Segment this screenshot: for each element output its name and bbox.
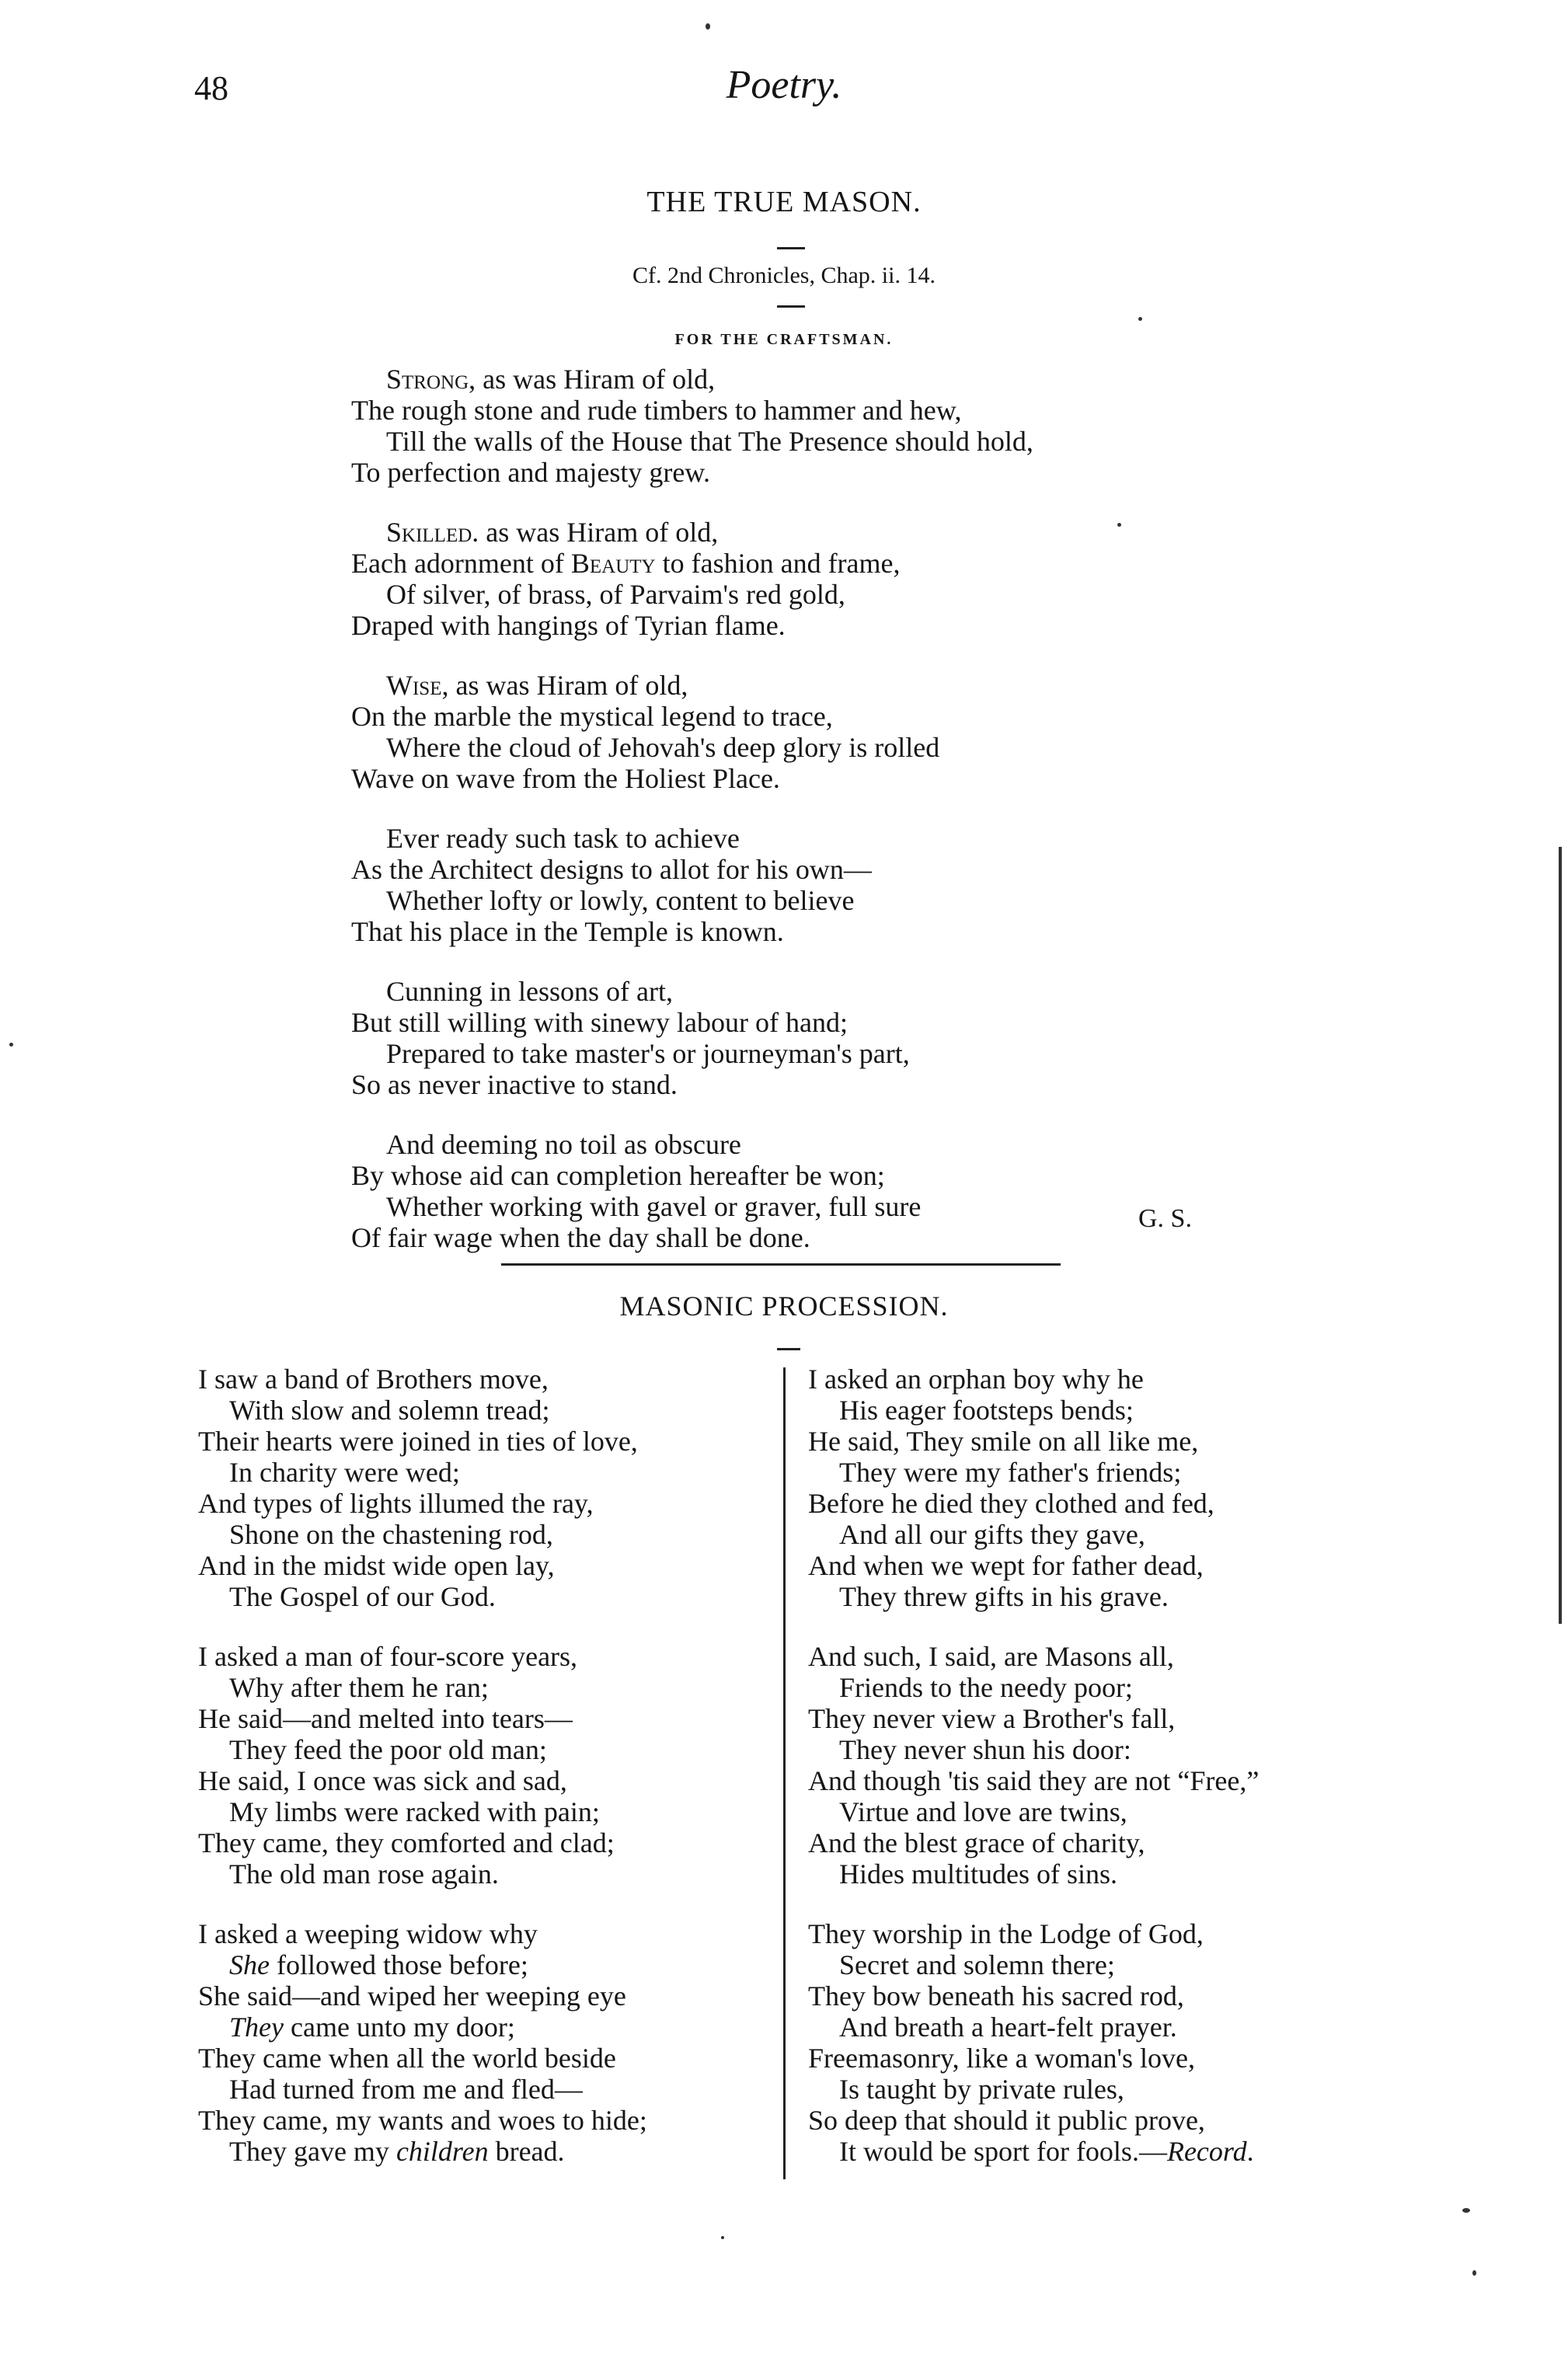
line-text: The old man rose again. xyxy=(229,1858,499,1890)
verse-line xyxy=(198,1858,773,1890)
line-text: Secret and solemn there; xyxy=(839,1949,1115,1980)
verse-line xyxy=(351,976,1284,1007)
poem-column-left xyxy=(198,1364,773,2196)
line-text: Of silver, of brass, of Parvaim's red gold, xyxy=(386,579,845,610)
line-text: So as never inactive to stand. xyxy=(351,1069,678,1100)
scripture-reference: Cf. 2nd Chronicles, Chap. ii. 14. xyxy=(632,263,936,288)
short-rule xyxy=(777,247,805,249)
verse-line xyxy=(351,457,1284,488)
line-text: , as was Hiram of old, xyxy=(441,670,688,701)
line-text: , as was Hiram of old, xyxy=(469,364,716,395)
line-text: Their hearts were joined in ties of love, xyxy=(198,1426,638,1457)
line-text: They were my father's friends; xyxy=(839,1457,1182,1488)
line-text: Before he died they clothed and fed, xyxy=(808,1488,1214,1519)
line-text: As the Architect designs to allot for his own— xyxy=(351,854,872,885)
line-text: They never view a Brother's fall, xyxy=(808,1703,1176,1734)
verse-line xyxy=(198,1734,773,1765)
verse-line xyxy=(198,2136,773,2167)
verse-line xyxy=(808,1734,1399,1765)
page-number: 48 xyxy=(194,69,228,107)
verse-line xyxy=(198,2043,773,2074)
verse-line xyxy=(198,2011,773,2043)
line-text: Freemasonry, like a woman's love, xyxy=(808,2043,1196,2074)
line-text: It would be sport for fools.— xyxy=(839,2136,1167,2167)
stanza xyxy=(351,823,1284,947)
author-signature: G. S. xyxy=(1138,1204,1192,1233)
line-text: They bow beneath his sacred rod, xyxy=(808,1980,1184,2011)
line-text: So deep that should it public prove, xyxy=(808,2105,1205,2136)
line-text: Each adornment of xyxy=(351,548,571,579)
verse-line xyxy=(808,1457,1399,1488)
scan-edge-mark xyxy=(1559,847,1562,1624)
line-text: They feed the poor old man; xyxy=(229,1734,547,1765)
verse-line xyxy=(808,2136,1399,2167)
small-caps-word: Beauty xyxy=(570,548,656,579)
stanza xyxy=(198,1364,773,1612)
verse-line xyxy=(808,2105,1399,2136)
line-text: In charity were wed; xyxy=(229,1457,460,1488)
verse-line xyxy=(198,1918,773,1949)
line-text: Friends to the needy poor; xyxy=(839,1672,1133,1703)
verse-line xyxy=(351,823,1284,854)
verse-line xyxy=(198,1488,773,1519)
verse-line xyxy=(351,670,1284,701)
stanza xyxy=(198,1918,773,2167)
verse-line xyxy=(808,1827,1399,1858)
scan-speck xyxy=(721,2236,724,2239)
scan-speck xyxy=(1462,2208,1470,2213)
line-text: And breath a heart-felt prayer. xyxy=(839,2011,1177,2043)
line-text: Had turned from me and fled— xyxy=(229,2074,583,2105)
line-text: They came when all the world beside xyxy=(198,2043,616,2074)
stanza xyxy=(808,1641,1399,1890)
verse-line xyxy=(808,1949,1399,1980)
stanza xyxy=(351,670,1284,794)
italic-word: children xyxy=(395,2136,489,2167)
line-text: Draped with hangings of Tyrian flame. xyxy=(351,610,786,641)
line-text: Till the walls of the House that The Presence should hold, xyxy=(386,426,1033,457)
line-text: That his place in the Temple is known. xyxy=(351,916,784,947)
line-text: Whether working with gavel or graver, full sure xyxy=(386,1191,922,1222)
verse-line xyxy=(808,1796,1399,1827)
line-text: Wave on wave from the Holiest Place. xyxy=(351,763,780,794)
verse-line xyxy=(351,1129,1284,1160)
verse-line xyxy=(198,1426,773,1457)
verse-line xyxy=(808,1918,1399,1949)
verse-line xyxy=(198,1519,773,1550)
verse-line xyxy=(351,1038,1284,1069)
line-lead-word: Strong xyxy=(386,364,469,395)
line-text: bread. xyxy=(488,2136,565,2167)
verse-line xyxy=(808,1703,1399,1734)
line-text: And though 'tis said they are not “Free,” xyxy=(808,1765,1260,1796)
line-text: They gave my xyxy=(229,2136,396,2167)
scan-speck xyxy=(1138,317,1142,321)
verse-line xyxy=(808,1550,1399,1581)
line-text: They worship in the Lodge of God, xyxy=(808,1918,1204,1949)
stanza xyxy=(351,976,1284,1100)
line-text: And such, I said, are Masons all, xyxy=(808,1641,1174,1672)
verse-line xyxy=(808,1488,1399,1519)
verse-line xyxy=(198,1949,773,1980)
poem-title-masonic-procession: MASONIC PROCESSION. xyxy=(619,1290,949,1322)
verse-line xyxy=(808,1765,1399,1796)
line-text: He said, I once was sick and sad, xyxy=(198,1765,567,1796)
verse-line xyxy=(808,1364,1399,1395)
verse-line xyxy=(198,1550,773,1581)
verse-line xyxy=(351,885,1284,916)
line-text: Where the cloud of Jehovah's deep glory is rolled xyxy=(386,732,940,763)
verse-line xyxy=(351,763,1284,794)
stanza xyxy=(351,364,1284,488)
line-text: came unto my door; xyxy=(283,2011,515,2043)
verse-line xyxy=(808,1858,1399,1890)
verse-line xyxy=(351,395,1284,426)
line-text: They came, my wants and woes to hide; xyxy=(198,2105,647,2136)
scan-speck xyxy=(706,23,710,30)
stanza xyxy=(808,1918,1399,2167)
verse-line xyxy=(198,1765,773,1796)
verse-line xyxy=(198,1581,773,1612)
verse-line xyxy=(351,732,1284,763)
line-text: By whose aid can completion hereafter be won; xyxy=(351,1160,885,1191)
line-lead-word: Skilled xyxy=(386,517,472,548)
line-text: Prepared to take master's or journeyman's part, xyxy=(386,1038,910,1069)
verse-line xyxy=(198,1703,773,1734)
line-lead-word: They xyxy=(229,2011,284,2043)
verse-line xyxy=(808,2074,1399,2105)
line-text: Of fair wage when the day shall be done. xyxy=(351,1222,810,1253)
verse-line xyxy=(351,1007,1284,1038)
line-text: I asked a man of four-score years, xyxy=(198,1641,578,1672)
scan-speck xyxy=(9,1043,13,1047)
verse-line xyxy=(198,1980,773,2011)
verse-line xyxy=(351,426,1284,457)
stanza xyxy=(808,1364,1399,1612)
verse-line xyxy=(808,1672,1399,1703)
verse-line xyxy=(351,610,1284,641)
verse-line xyxy=(198,1395,773,1426)
scan-speck xyxy=(1117,523,1121,527)
line-text: He said—and melted into tears— xyxy=(198,1703,573,1734)
verse-line xyxy=(198,1364,773,1395)
verse-line xyxy=(198,1457,773,1488)
line-text: His eager footsteps bends; xyxy=(839,1395,1134,1426)
line-lead-word: Wise xyxy=(386,670,442,701)
line-text: They never shun his door: xyxy=(839,1734,1131,1765)
verse-line xyxy=(198,2074,773,2105)
stanza xyxy=(351,1129,1284,1253)
section-divider-rule xyxy=(501,1263,1061,1266)
verse-line xyxy=(351,1069,1284,1100)
stanza xyxy=(351,517,1284,641)
verse-line xyxy=(808,1426,1399,1457)
line-text: She said—and wiped her weeping eye xyxy=(198,1980,626,2011)
verse-line xyxy=(808,1980,1399,2011)
verse-line xyxy=(351,548,1284,579)
line-text: Virtue and love are twins, xyxy=(839,1796,1127,1827)
line-text: Why after them he ran; xyxy=(229,1672,489,1703)
poem-column-right xyxy=(808,1364,1399,2196)
line-text: to fashion and frame, xyxy=(655,548,901,579)
line-text: . as was Hiram of old, xyxy=(472,517,719,548)
line-text: Ever ready such task to achieve xyxy=(386,823,740,854)
running-title: Poetry. xyxy=(726,63,842,107)
stanza xyxy=(198,1641,773,1890)
short-rule xyxy=(777,1348,800,1350)
verse-line xyxy=(351,916,1284,947)
verse-line xyxy=(351,701,1284,732)
verse-line xyxy=(808,1581,1399,1612)
line-text: The rough stone and rude timbers to hammer and hew, xyxy=(351,395,962,426)
line-text: . xyxy=(1246,2136,1254,2167)
verse-line xyxy=(351,579,1284,610)
verse-line xyxy=(351,517,1284,548)
poem-title-true-mason: THE TRUE MASON. xyxy=(646,186,922,218)
verse-line xyxy=(351,854,1284,885)
line-text: Shone on the chastening rod, xyxy=(229,1519,553,1550)
line-text: And in the midst wide open lay, xyxy=(198,1550,555,1581)
verse-line xyxy=(351,1160,1284,1191)
short-rule xyxy=(777,305,805,308)
italic-word: Record xyxy=(1166,2136,1247,2167)
verse-line xyxy=(808,1641,1399,1672)
line-text: I saw a band of Brothers move, xyxy=(198,1364,549,1395)
line-text: But still willing with sinewy labour of hand; xyxy=(351,1007,848,1038)
line-text: On the marble the mystical legend to trace, xyxy=(351,701,833,732)
line-text: My limbs were racked with pain; xyxy=(229,1796,600,1827)
verse-line xyxy=(808,1519,1399,1550)
verse-line xyxy=(198,1796,773,1827)
line-text: And types of lights illumed the ray, xyxy=(198,1488,594,1519)
line-text: Whether lofty or lowly, content to believe xyxy=(386,885,855,916)
column-divider-rule xyxy=(783,1367,786,2179)
line-text: With slow and solemn tread; xyxy=(229,1395,550,1426)
line-text: I asked a weeping widow why xyxy=(198,1918,538,1949)
verse-line xyxy=(198,2105,773,2136)
verse-line xyxy=(198,1672,773,1703)
line-text: followed those before; xyxy=(269,1949,528,1980)
poem-true-mason xyxy=(351,364,1284,1282)
verse-line xyxy=(198,1827,773,1858)
line-text: Cunning in lessons of art, xyxy=(386,976,673,1007)
line-text: And all our gifts they gave, xyxy=(839,1519,1145,1550)
line-text: And deeming no toil as obscure xyxy=(386,1129,741,1160)
verse-line xyxy=(198,1641,773,1672)
verse-line xyxy=(808,2011,1399,2043)
line-text: They came, they comforted and clad; xyxy=(198,1827,615,1858)
line-lead-word: She xyxy=(229,1949,270,1980)
scan-speck xyxy=(1472,2270,1476,2276)
line-text: I asked an orphan boy why he xyxy=(808,1364,1144,1395)
line-text: To perfection and majesty grew. xyxy=(351,457,710,488)
line-text: They threw gifts in his grave. xyxy=(839,1581,1169,1612)
line-text: Is taught by private rules, xyxy=(839,2074,1124,2105)
dedication-line: FOR THE CRAFTSMAN. xyxy=(674,331,894,348)
line-text: He said, They smile on all like me, xyxy=(808,1426,1199,1457)
line-text: And the blest grace of charity, xyxy=(808,1827,1145,1858)
verse-line xyxy=(351,364,1284,395)
line-text: And when we wept for father dead, xyxy=(808,1550,1204,1581)
verse-line xyxy=(808,1395,1399,1426)
line-text: Hides multitudes of sins. xyxy=(839,1858,1117,1890)
verse-line xyxy=(808,2043,1399,2074)
line-text: The Gospel of our God. xyxy=(229,1581,496,1612)
